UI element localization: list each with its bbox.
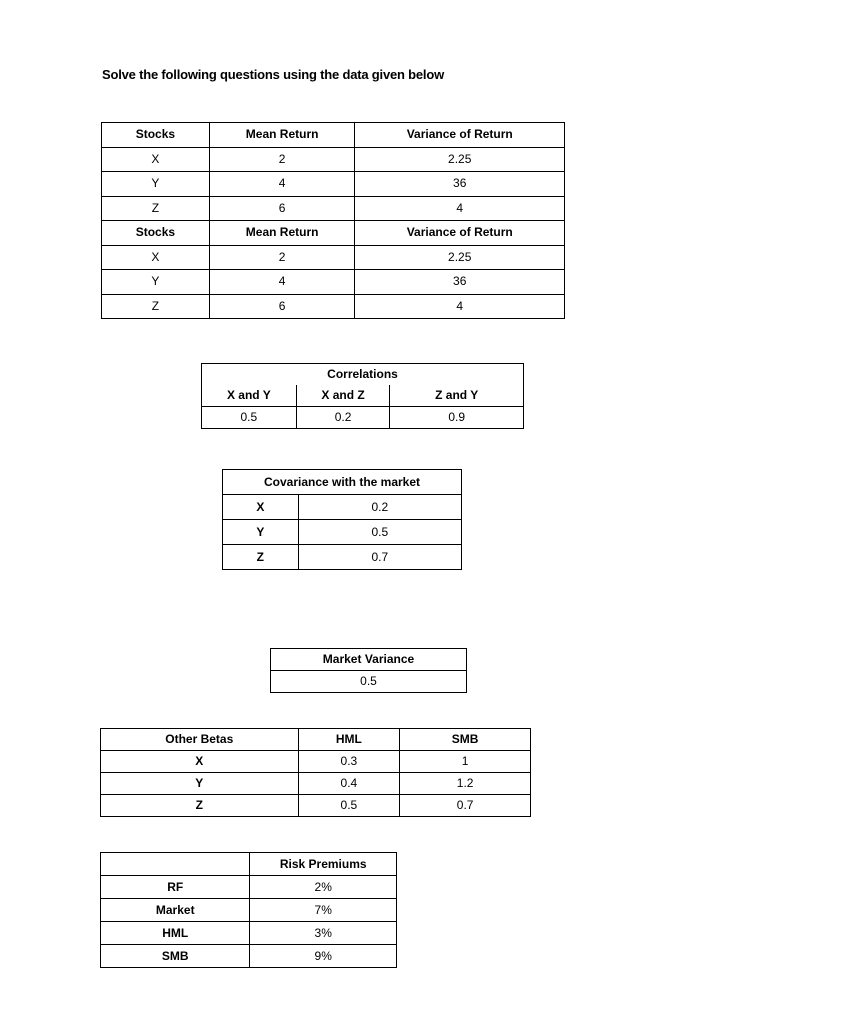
table-row: [223, 520, 462, 545]
market-variance-table: [270, 648, 467, 693]
table-cell: HML: [101, 922, 250, 945]
page-heading: Solve the following questions using the data given below: [102, 67, 444, 82]
header-cell: HML: [298, 729, 400, 751]
table-row: [102, 172, 565, 197]
table-row: [102, 294, 565, 319]
table-row: [223, 545, 462, 570]
table-cell: 0.4: [298, 773, 400, 795]
table-header-row: [101, 729, 531, 751]
table-cell: 4: [355, 196, 565, 221]
table-cell: 0.7: [298, 545, 461, 570]
table-row: [101, 795, 531, 817]
table-cell: X: [102, 147, 210, 172]
table-cell: 0.5: [298, 520, 461, 545]
table-cell: Z: [102, 294, 210, 319]
table-cell: 3%: [250, 922, 397, 945]
table-cell: Z: [102, 196, 210, 221]
table-cell: 0.9: [390, 407, 524, 429]
covariance-title: Covariance with the market: [223, 470, 462, 495]
other-betas-table: [100, 728, 531, 817]
table-row: [102, 245, 565, 270]
table-cell: 2: [209, 147, 355, 172]
header-cell: X and Y: [202, 385, 297, 407]
table-cell: 1.2: [400, 773, 531, 795]
table-cell: X: [223, 495, 299, 520]
correlations-table: [201, 363, 524, 429]
table-cell: 2: [209, 245, 355, 270]
table-cell: Y: [101, 773, 299, 795]
table-row: [101, 922, 397, 945]
header-cell: Mean Return: [209, 221, 355, 246]
table-cell: 4: [209, 172, 355, 197]
market-variance-value: 0.5: [271, 671, 467, 693]
table-cell: Market: [101, 899, 250, 922]
table-cell: 36: [355, 172, 565, 197]
table-cell: 2%: [250, 876, 397, 899]
table-cell: 0.7: [400, 795, 531, 817]
table-cell: RF: [101, 876, 250, 899]
header-cell: X and Z: [296, 385, 390, 407]
stocks-table: [101, 122, 565, 319]
header-cell: Risk Premiums: [250, 853, 397, 876]
header-cell: Variance of Return: [355, 123, 565, 148]
table-header-row: [202, 385, 524, 407]
table-cell: 0.2: [298, 495, 461, 520]
covariance-table: [222, 469, 462, 570]
table-cell: 0.5: [202, 407, 297, 429]
table-row: [102, 147, 565, 172]
table-cell: 0.5: [298, 795, 400, 817]
table-header-row: [101, 853, 397, 876]
header-cell: Mean Return: [209, 123, 355, 148]
table-cell: Z: [223, 545, 299, 570]
market-variance-title: Market Variance: [271, 649, 467, 671]
table-cell: 2.25: [355, 147, 565, 172]
table-row: [101, 899, 397, 922]
header-cell: Other Betas: [101, 729, 299, 751]
table-cell: X: [101, 751, 299, 773]
table-cell: Y: [102, 172, 210, 197]
table-row: [101, 773, 531, 795]
table-cell: 6: [209, 294, 355, 319]
correlations-title: Correlations: [202, 364, 524, 386]
risk-premiums-table: [100, 852, 397, 968]
table-header-row: [102, 221, 565, 246]
table-cell: X: [102, 245, 210, 270]
table-row: [102, 270, 565, 295]
table-cell: 2.25: [355, 245, 565, 270]
table-cell: 1: [400, 751, 531, 773]
table-cell: Y: [223, 520, 299, 545]
table-header-row: [102, 123, 565, 148]
table-cell: 6: [209, 196, 355, 221]
header-cell: Z and Y: [390, 385, 524, 407]
table-row: [102, 196, 565, 221]
table-row: [223, 495, 462, 520]
table-row: [101, 751, 531, 773]
header-cell: SMB: [400, 729, 531, 751]
table-row: [101, 945, 397, 968]
header-cell: Stocks: [102, 123, 210, 148]
table-cell: 0.3: [298, 751, 400, 773]
header-cell: Stocks: [102, 221, 210, 246]
table-row: [202, 407, 524, 429]
header-cell: Variance of Return: [355, 221, 565, 246]
table-row: [101, 876, 397, 899]
table-cell: 7%: [250, 899, 397, 922]
header-cell-empty: [101, 853, 250, 876]
table-cell: Y: [102, 270, 210, 295]
table-cell: Z: [101, 795, 299, 817]
table-cell: SMB: [101, 945, 250, 968]
table-cell: 0.2: [296, 407, 390, 429]
table-cell: 4: [355, 294, 565, 319]
table-cell: 9%: [250, 945, 397, 968]
table-cell: 4: [209, 270, 355, 295]
table-cell: 36: [355, 270, 565, 295]
